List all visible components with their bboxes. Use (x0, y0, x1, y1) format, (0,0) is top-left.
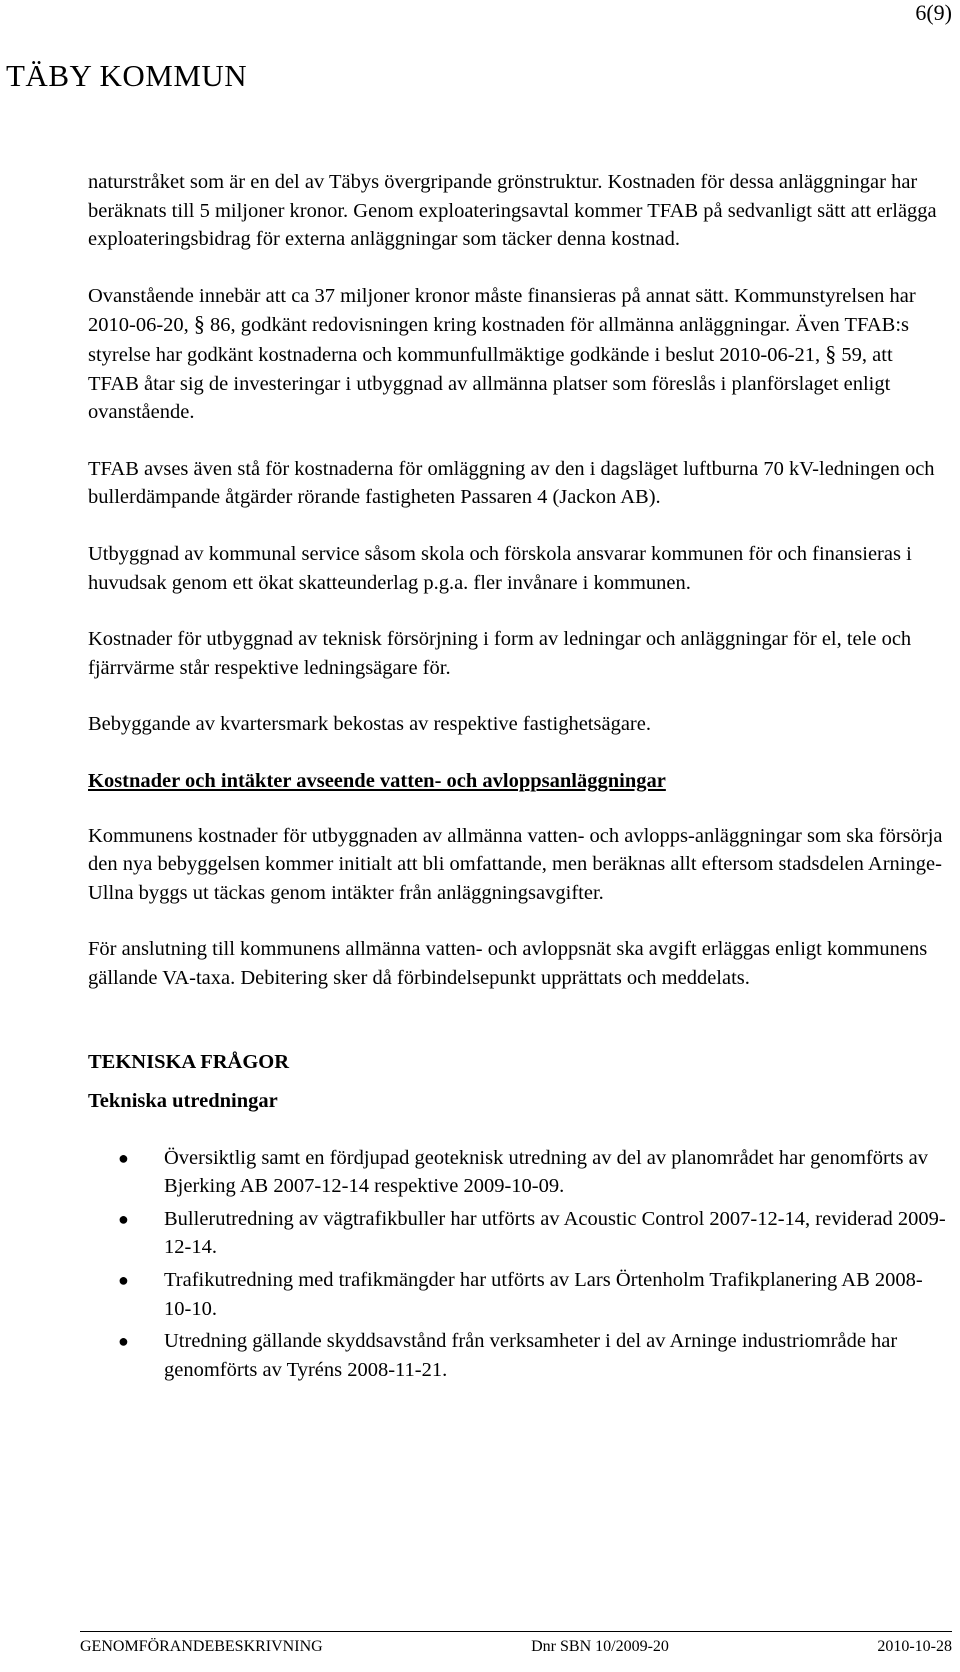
footer-doc-type: GENOMFÖRANDEBESKRIVNING (80, 1638, 323, 1655)
page-number: 6(9) (915, 0, 952, 25)
bullet-icon: ● (118, 1331, 129, 1352)
section-sign: § (825, 340, 837, 366)
page-footer (80, 1631, 952, 1656)
list-item: ● Översiktlig samt en fördjupad geoteknisk utredning av del av planområdet har genomförts av Bjerking AB 2007-12-14 respektive 2009-10-09. (82, 1144, 948, 1201)
paragraph-water-costs: Kommunens kostnader för utbyggnaden av allmänna vatten- och avlopps-anläggningar som ska försörja den nya bebyggelsen kommer initialt att bli omfattande, men beräknas allt eftersom stadsdelen Arninge-Ullna byggs ut täckas genom intäkter från anläggningsavgifter. (88, 824, 943, 904)
document-body (88, 168, 948, 1388)
paragraph-financing-decisions: Ovanstående innebär att ca 37 miljoner kronor måste finansieras på annat sätt. Kommunstyrelsen har 2010-06-20, § 86, godkänt redovisningen kring kostnaden för allmänna anläggningar. Även TFAB:s styrelse har godkänt kostnaderna och kommunfullmäktige godkände i beslut 2010-06-21, § 59, att TFAB åtar sig de investeringar i utbyggnad av allmänna platser som föreslås i planförslaget enligt ovanstående. (88, 284, 916, 424)
bullet-icon: ● (118, 1147, 129, 1168)
list-item: ● Trafikutredning med trafikmängder har utförts av Lars Örtenholm Trafikplanering AB 2008-10-10. (82, 1266, 948, 1323)
technical-studies-list (88, 1144, 948, 1385)
paragraph-connection-fee: För anslutning till kommunens allmänna vatten- och avloppsnät ska avgift erläggas enligt kommunens gällande VA-taxa. Debitering sker då förbindelsepunkt upprättats och meddelats. (88, 938, 928, 989)
heading-water-sewage: Kostnader och intäkter avseende vatten- och avloppsanläggningar (88, 769, 666, 792)
organization-title: TÄBY KOMMUN (6, 58, 248, 93)
bullet-icon: ● (118, 1208, 129, 1229)
paragraph-funding-nature: naturstråket som är en del av Täbys övergripande grönstruktur. Kostnaden för dessa anläggningar har beräknats till 5 miljoner kronor. Genom exploateringsavtal kommer TFAB på sedvanligt sätt att erlägga exploateringsbidrag för externa anläggningar som täcker denna kostnad. (88, 171, 937, 251)
section-title-technical: TEKNISKA FRÅGOR (88, 1051, 290, 1074)
bullet-icon: ● (118, 1270, 129, 1291)
paragraph-technical-supply: Kostnader för utbyggnad av teknisk försörjning i form av ledningar och anläggningar för el, tele och fjärrvärme står respektive ledningsägare för. (88, 628, 912, 679)
paragraph-municipal-service: Utbyggnad av kommunal service såsom skola och förskola ansvarar kommunen för och finansieras i huvudsak genom ett ökat skatteunderlag p.g.a. fler invånare i kommunen. (88, 542, 912, 594)
subheading-technical-studies: Tekniska utredningar (88, 1090, 278, 1113)
paragraph-power-line: TFAB avses även stå för kostnaderna för omläggning av den i dagsläget luftburna 70 kV-ledningen och bullerdämpande åtgärder rörande fastigheten Passaren 4 (Jackon AB). (88, 457, 935, 509)
footer-date: 2010-10-28 (877, 1638, 952, 1655)
paragraph-block-land: Bebyggande av kvartersmark bekostas av respektive fastighetsägare. (88, 713, 651, 736)
list-item: ● Bullerutredning av vägtrafikbuller har utförts av Acoustic Control 2007-12-14, reviderad 2009-12-14. (82, 1205, 948, 1262)
section-sign: § (193, 311, 205, 337)
footer-reference: Dnr SBN 10/2009-20 (531, 1638, 669, 1655)
list-item: ● Utredning gällande skyddsavstånd från verksamheter i del av Arninge industriområde har genomförts av Tyréns 2008-11-21. (82, 1327, 948, 1384)
